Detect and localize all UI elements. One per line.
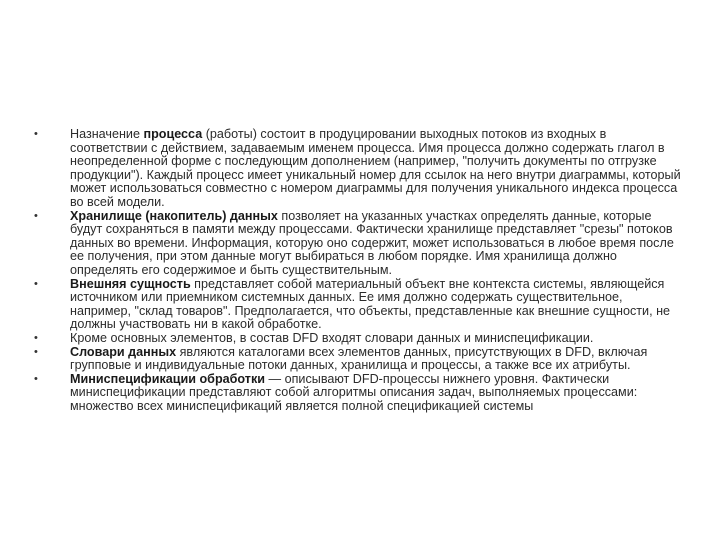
list-item-process (34, 128, 684, 210)
bullet-marker: • (34, 128, 38, 140)
item-text-after: представляет собой материальный объект вне контекста системы, являющейся источником или приемником системных данных. Ее имя должно содержать существительное, например, "склад товаров". Предполагается, что объекты, представленные как внешние сущности, не должны участвовать ни в какой обработке. (70, 276, 671, 332)
bullet-marker: • (34, 209, 38, 222)
list-item-dfd-elements (34, 332, 684, 346)
item-text-after: позволяет на указанных участках определять данные, которые будут сохраняться в памяти между процессами. Фактически хранилище представляет "срезы" потоков данных во времени. Информация, которую оно содержит, может использоваться в любое время после ее получения, при этом данные могут выбираться в любом порядке. Имя хранилища должно определять его содержимое и быть существительным. (70, 208, 674, 277)
bullet-marker: • (34, 277, 38, 290)
bullet-list (34, 128, 684, 413)
list-item-data-dictionaries (34, 346, 684, 373)
item-text-after: (работы) состоит в продуцировании выходных потоков из входных в соответствии с действием, задаваемым именем процесса. Имя процесса должно содержать глагол в неопределенной форме с последующим дополнением (например, "получить документы по отгрузке продукции"). Каждый процесс имеет уникальный номер для ссылок на него внутри диаграммы, который может использоваться совместно с номером диаграммы для получения уникального индекса процесса во всей модели. (70, 127, 681, 209)
list-item-external-entity (34, 278, 684, 332)
bullet-marker: • (34, 331, 38, 344)
item-text-after: являются каталогами всех элементов данных, присутствующих в DFD, включая групповые и индивидуальные потоки данных, хранилища и процессы, а также все их атрибуты. (70, 344, 648, 373)
list-item-minispecifications (34, 373, 684, 414)
item-text: Кроме основных элементов, в состав DFD входят словари данных и миниспецификации. (70, 330, 594, 345)
term-minispecifications: Миниспецификации обработки (70, 371, 266, 386)
bullet-marker: • (34, 345, 38, 358)
bullet-marker: • (34, 372, 38, 385)
term-data-store: Хранилище (накопитель) данных (70, 208, 278, 223)
term-data-dictionaries: Словари данных (70, 344, 177, 359)
item-text-before: Назначение (70, 127, 144, 141)
term-external-entity: Внешняя сущность (70, 276, 191, 291)
item-text-after: — описывают DFD-процессы нижнего уровня. Фактически миниспецификации представляют собой алгоритмы описания задач, выполняемых процессами: множество всех миниспецификаций является полной спецификацией системы (70, 371, 638, 413)
term-process: процесса (143, 127, 203, 141)
list-item-data-store (34, 210, 684, 278)
